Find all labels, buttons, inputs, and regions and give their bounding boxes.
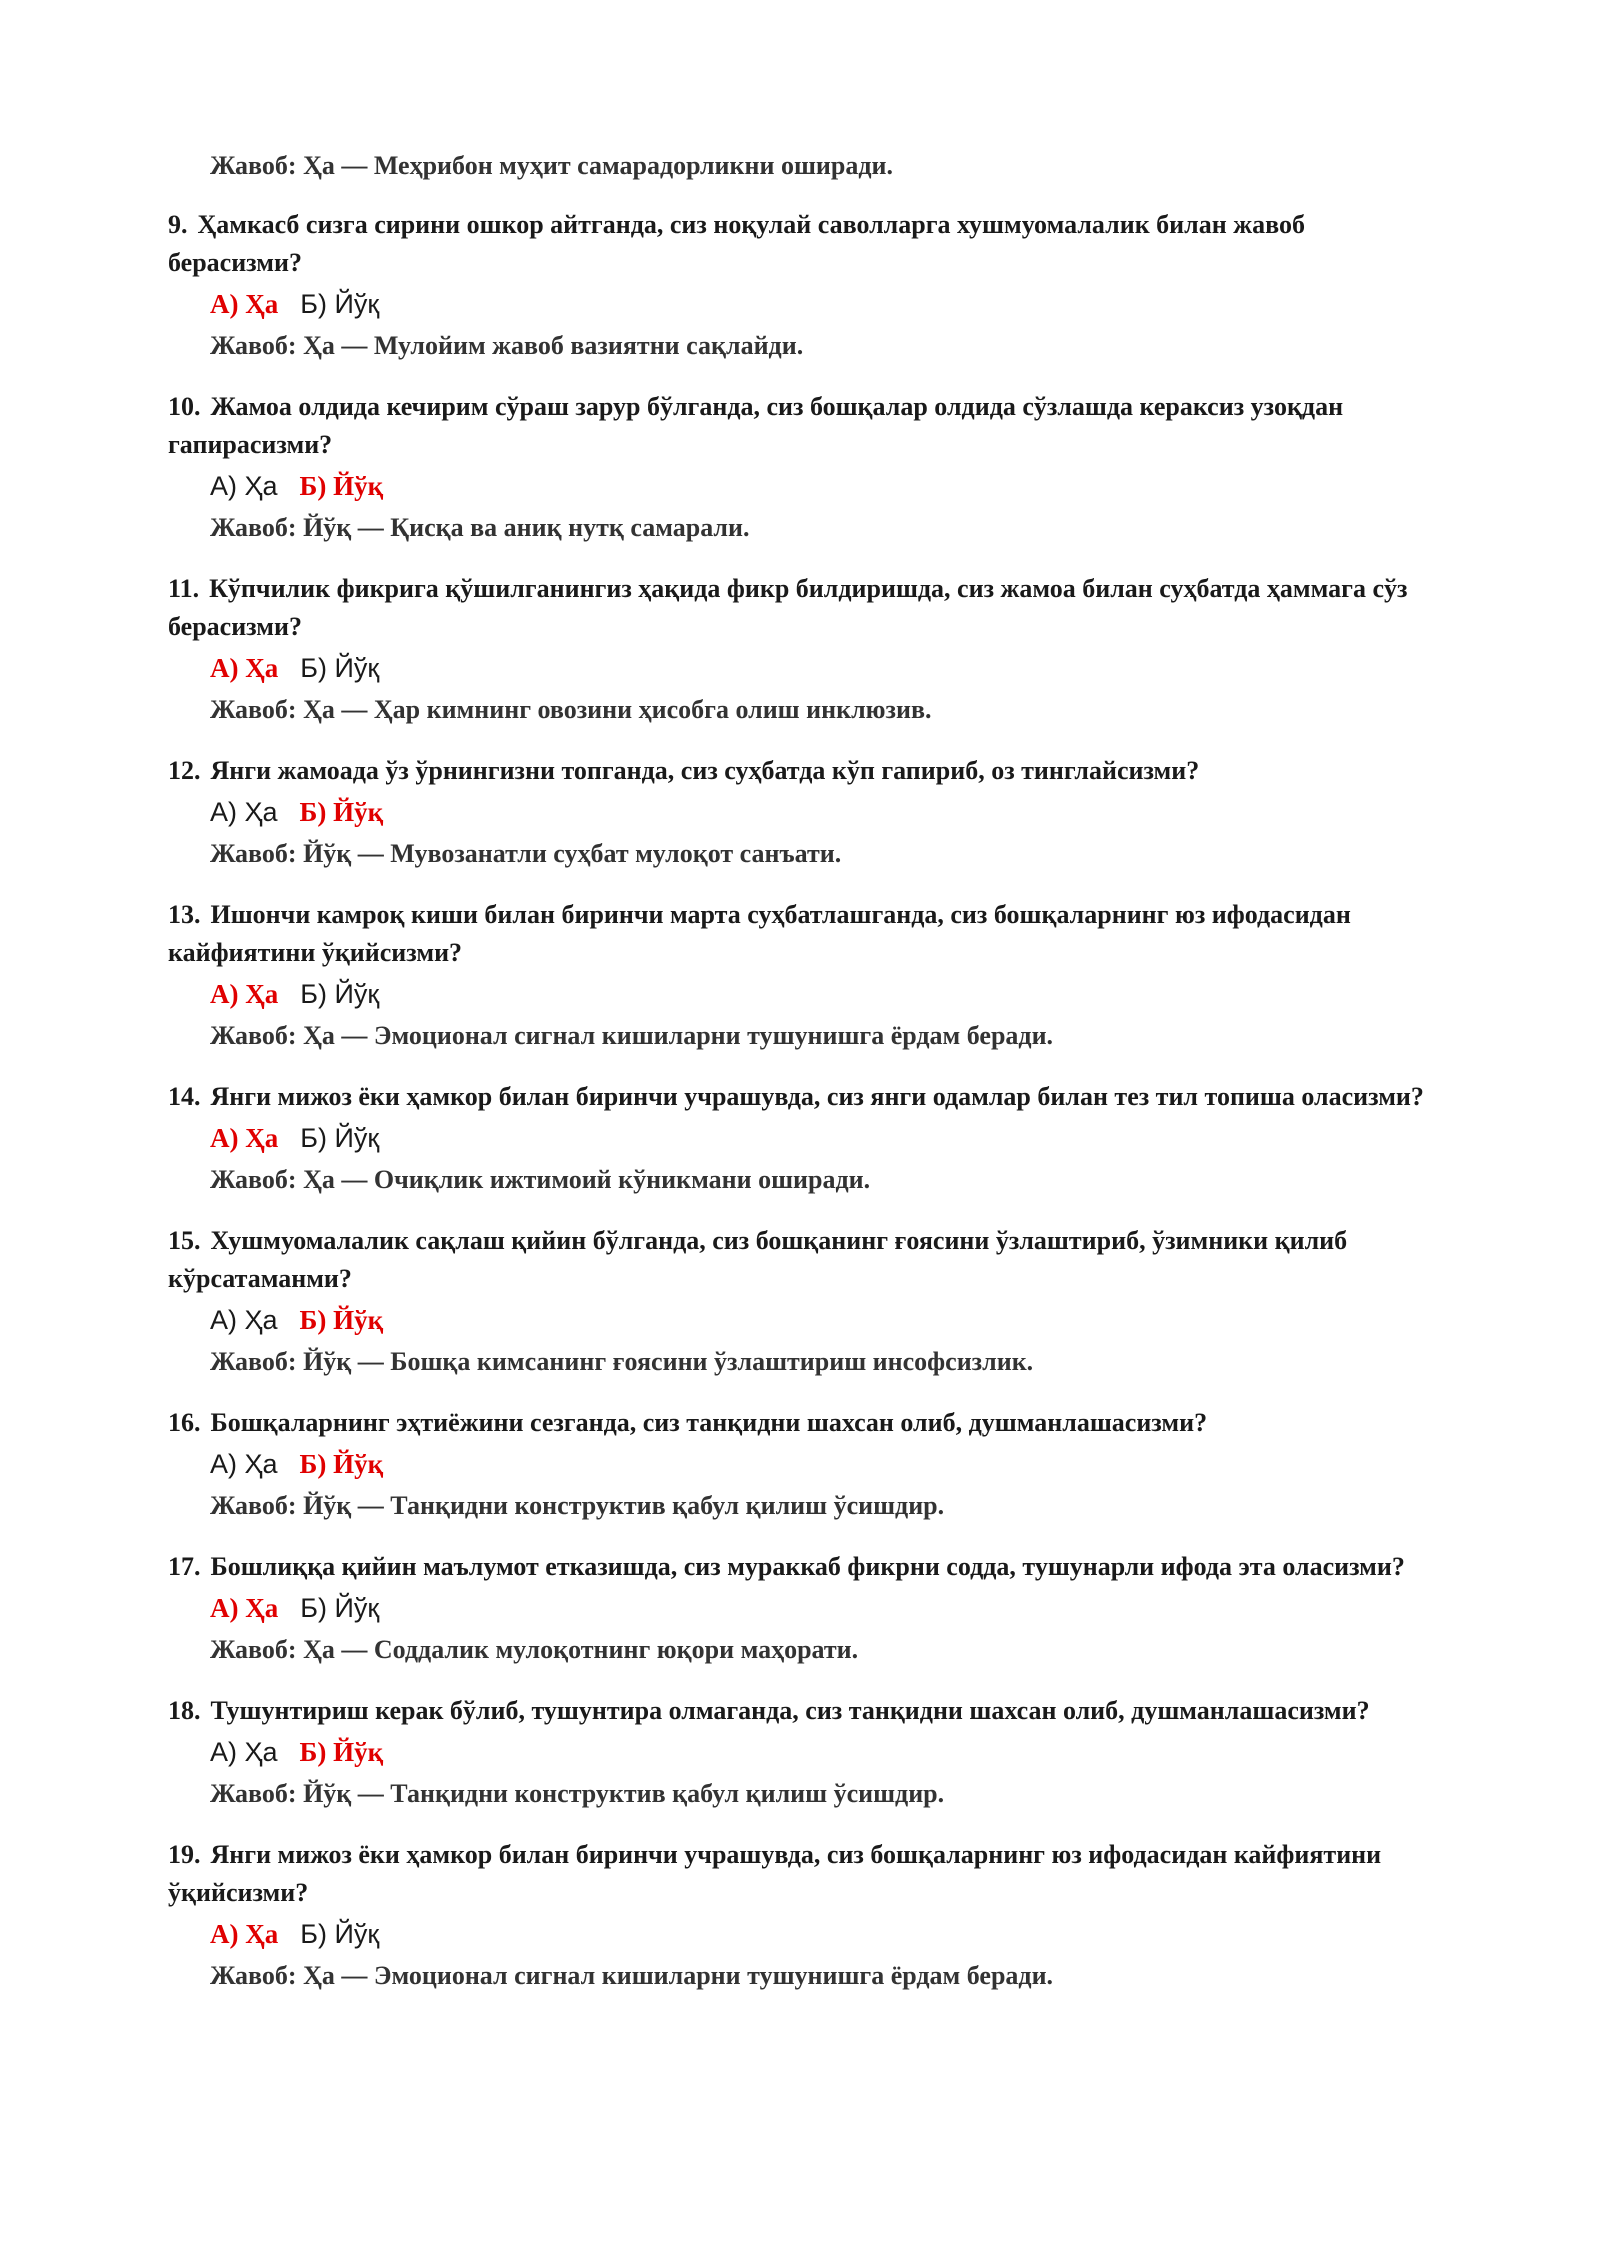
question-body: Янги мижоз ёки ҳамкор билан биринчи учрашувда, сиз янги одамлар билан тез тил топиша оласизми? — [210, 1082, 1424, 1111]
question-item — [168, 388, 1440, 548]
question-number: 11. — [168, 574, 200, 603]
option-b: Б) Йўқ — [300, 289, 380, 319]
option-b: Б) Йўқ — [300, 653, 380, 683]
question-list — [168, 206, 1440, 1996]
question-number: 10. — [168, 392, 201, 421]
question-text — [168, 206, 1440, 282]
question-item — [168, 896, 1440, 1056]
answer-options — [210, 1588, 1440, 1628]
question-number: 13. — [168, 900, 201, 929]
option-a: А) Ҳа — [210, 1305, 278, 1335]
answer-line: Жавоб: Йўқ — Қисқа ва аниқ нутқ самарали. — [210, 513, 750, 542]
question-item — [168, 1692, 1440, 1814]
option-b: Б) Йўқ — [299, 1449, 384, 1479]
question-body: Жамоа олдида кечирим сўраш зарур бўлганда, сиз бошқалар олдида сўзлашда кераксиз узоқдан гапирасизми? — [168, 392, 1344, 459]
answer-line: Жавоб: Ҳа — Мулойим жавоб вазиятни сақлайди. — [210, 331, 804, 360]
option-a: А) Ҳа — [210, 1593, 279, 1623]
option-a: А) Ҳа — [210, 289, 279, 319]
question-number: 17. — [168, 1552, 201, 1581]
option-a: А) Ҳа — [210, 1449, 278, 1479]
question-text — [168, 570, 1440, 646]
option-b: Б) Йўқ — [300, 979, 380, 1009]
option-a: А) Ҳа — [210, 653, 279, 683]
answer-line: Жавоб: Йўқ — Мувозанатли суҳбат мулоқот санъати. — [210, 839, 842, 868]
question-item — [168, 1222, 1440, 1382]
question-number: 14. — [168, 1082, 201, 1111]
answer-line: Жавоб: Йўқ — Танқидни конструктив қабул қилиш ўсишдир. — [210, 1491, 945, 1520]
answer-options — [210, 284, 1440, 324]
question-text — [168, 1836, 1440, 1912]
question-item — [168, 1404, 1440, 1526]
question-number: 15. — [168, 1226, 201, 1255]
answer-options — [210, 1444, 1440, 1484]
answer-options — [210, 1118, 1440, 1158]
question-body: Бошқаларнинг эҳтиёжини сезганда, сиз танқидни шахсан олиб, душманлашасизми? — [210, 1408, 1208, 1437]
question-number: 18. — [168, 1696, 201, 1725]
answer-line: Жавоб: Ҳа — Эмоционал сигнал кишиларни тушунишга ёрдам беради. — [210, 1961, 1054, 1990]
option-a: А) Ҳа — [210, 1919, 279, 1949]
answer-line: Жавоб: Йўқ — Бошқа кимсанинг ғоясини ўзлаштириш инсофсизлик. — [210, 1347, 1034, 1376]
option-b: Б) Йўқ — [299, 1305, 384, 1335]
option-a: А) Ҳа — [210, 797, 278, 827]
option-b: Б) Йўқ — [299, 797, 384, 827]
answer-line: Жавоб: Ҳа — Соддалик мулоқотнинг юқори маҳорати. — [210, 1635, 859, 1664]
question-text — [168, 896, 1440, 972]
question-number: 16. — [168, 1408, 201, 1437]
answer-options — [210, 974, 1440, 1014]
answer-line: Жавоб: Ҳа — Очиқлик ижтимоий кўникмани оширади. — [210, 1165, 871, 1194]
question-text — [168, 1078, 1440, 1116]
option-a: А) Ҳа — [210, 1123, 279, 1153]
answer-line: Жавоб: Ҳа — Меҳрибон муҳит самарадорликни оширади. — [210, 151, 893, 180]
question-item — [168, 570, 1440, 730]
question-item — [168, 752, 1440, 874]
question-text — [168, 388, 1440, 464]
answer-options — [210, 1732, 1440, 1772]
answer-options — [210, 792, 1440, 832]
question-body: Кўпчилик фикрига қўшилганингиз ҳақида фикр билдиришда, сиз жамоа билан суҳбатда ҳаммага сўз берасизми? — [168, 574, 1408, 641]
question-item — [168, 1836, 1440, 1996]
question-text — [168, 752, 1440, 790]
option-a: А) Ҳа — [210, 1737, 278, 1767]
question-text — [168, 1548, 1440, 1586]
option-b: Б) Йўқ — [299, 471, 384, 501]
question-number: 19. — [168, 1840, 201, 1869]
option-b: Б) Йўқ — [300, 1593, 380, 1623]
answer-options — [210, 1914, 1440, 1954]
answer-line: Жавоб: Йўқ — Танқидни конструктив қабул қилиш ўсишдир. — [210, 1779, 945, 1808]
question-item — [168, 1548, 1440, 1670]
option-b: Б) Йўқ — [299, 1737, 384, 1767]
answer-options — [210, 1300, 1440, 1340]
option-b: Б) Йўқ — [300, 1123, 380, 1153]
question-body: Хушмуомалалик сақлаш қийин бўлганда, сиз бошқанинг ғоясини ўзлаштириб, ўзимники қилиб кўрсатаманми? — [168, 1226, 1348, 1293]
question-text — [168, 1404, 1440, 1442]
question-number: 12. — [168, 756, 201, 785]
question-body: Янги жамоада ўз ўрнингизни топганда, сиз суҳбатда кўп гапириб, оз тинглайсизми? — [210, 756, 1200, 785]
question-body: Тушунтириш керак бўлиб, тушунтира олмаганда, сиз танқидни шахсан олиб, душманлашасизми? — [210, 1696, 1370, 1725]
question-item — [168, 1078, 1440, 1200]
question-body: Янги мижоз ёки ҳамкор билан биринчи учрашувда, сиз бошқаларнинг юз ифодасидан кайфиятини ўқийсизми? — [168, 1840, 1382, 1907]
answer-options — [210, 466, 1440, 506]
answer-line: Жавоб: Ҳа — Эмоционал сигнал кишиларни тушунишга ёрдам беради. — [210, 1021, 1054, 1050]
option-a: А) Ҳа — [210, 979, 279, 1009]
question-body: Ҳамкасб сизга сирини ошкор айтганда, сиз ноқулай саволларга хушмуомалалик билан жавоб берасизми? — [168, 210, 1305, 277]
answer-options — [210, 648, 1440, 688]
question-text — [168, 1222, 1440, 1298]
question-number: 9. — [168, 210, 188, 239]
question-text — [168, 1692, 1440, 1730]
answer-line: Жавоб: Ҳа — Ҳар кимнинг овозини ҳисобга олиш инклюзив. — [210, 695, 932, 724]
option-a: А) Ҳа — [210, 471, 278, 501]
question-body: Бошлиққа қийин маълумот етказишда, сиз мураккаб фикрни содда, тушунарли ифода эта оласизми? — [210, 1552, 1405, 1581]
question-body: Ишончи камроқ киши билан биринчи марта суҳбатлашганда, сиз бошқаларнинг юз ифодасидан кайфиятини ўқийсизми? — [168, 900, 1351, 967]
option-b: Б) Йўқ — [300, 1919, 380, 1949]
question-item — [168, 206, 1440, 366]
